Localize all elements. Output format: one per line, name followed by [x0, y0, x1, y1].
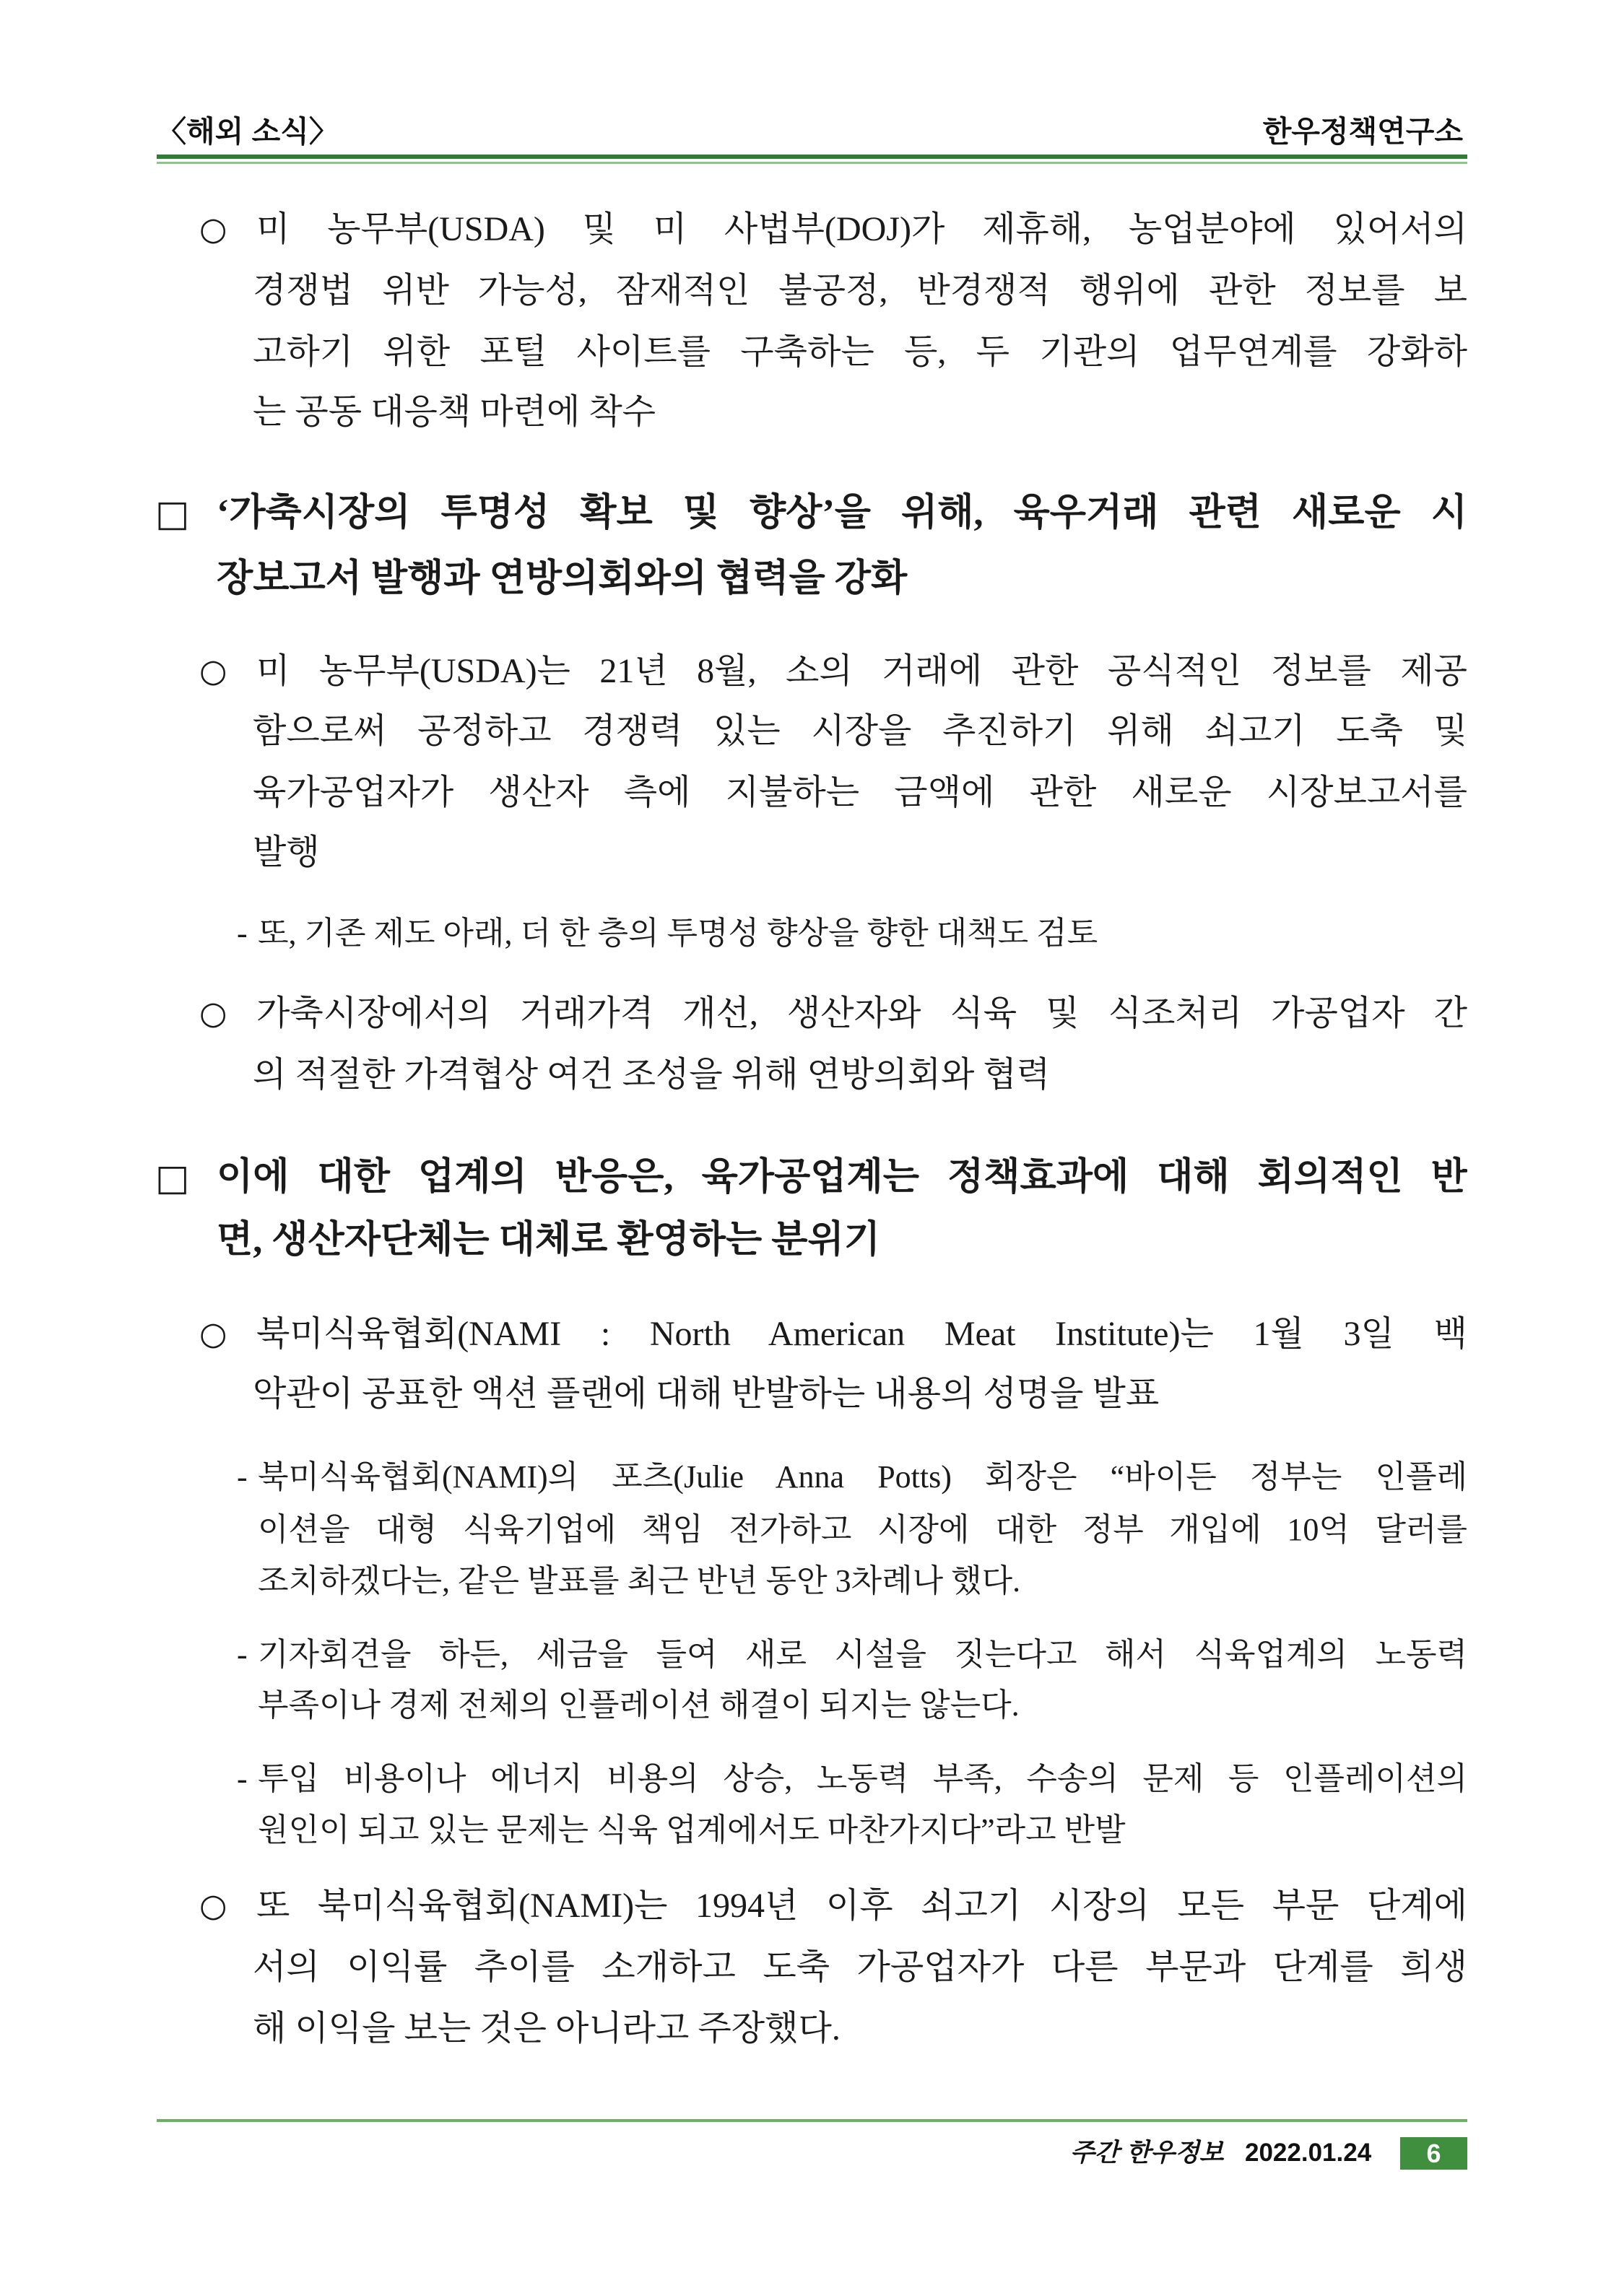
dash-bullet: - [237, 1761, 248, 1796]
circle-bullet: ○ [199, 1316, 227, 1352]
square-bullet: □ [155, 1157, 190, 1199]
circle-bullet: ○ [199, 653, 227, 690]
section-heading-line: 이에 대한 업계의 반응은, 육가공업계는 정책효과에 대해 회의적인 반 [217, 1157, 1467, 1198]
section-label: 〈해외 소식〉 [157, 115, 339, 148]
circle-bullet: ○ [199, 995, 227, 1032]
dash-bullet: - [237, 1637, 248, 1672]
header-rule-light [157, 162, 1467, 164]
square-bullet: □ [155, 492, 190, 534]
sub-item-line: 또, 기존 제도 아래, 더 한 층의 투명성 향상을 향한 대책도 검토 [258, 916, 1098, 951]
paragraph-line: 는 공동 대응책 마련에 착수 [253, 393, 656, 431]
sub-item-line: 부족이나 경제 전체의 인플레이션 해결이 되지는 않는다. [258, 1687, 1020, 1723]
paragraph-line: 가축시장에서의 거래가격 개선, 생산자와 식육 및 식조처리 가공업자 간 [256, 994, 1467, 1032]
publication-name: 주간 한우정보 [1070, 2139, 1224, 2167]
paragraph-line: 미 농무부(USDA)는 21년 8월, 소의 거래에 관한 공식적인 정보를 제공 [256, 652, 1467, 690]
organization-name: 한우정책연구소 [1262, 115, 1463, 148]
paragraph-line: 악관이 공표한 액션 플랜에 대해 반발하는 내용의 성명을 발표 [253, 1375, 1160, 1413]
sub-item-line: 기자회견을 하든, 세금을 들여 새로 시설을 짓는다고 해서 식육업계의 노동력 [258, 1637, 1467, 1672]
issue-date: 2022.01.24 [1245, 2139, 1372, 2167]
paragraph-line: 또 북미식육협회(NAMI)는 1994년 이후 쇠고기 시장의 모든 부문 단계에 [256, 1887, 1467, 1925]
circle-bullet: ○ [199, 211, 227, 248]
section-heading-line: ‘가축시장의 투명성 확보 및 향상’을 위해, 육우거래 관련 새로운 시 [217, 492, 1467, 534]
sub-item-line: 북미식육협회(NAMI)의 포츠(Julie Anna Potts) 회장은 “바이든 정부는 인플레 [258, 1459, 1467, 1495]
paragraph-line: 의 적절한 가격협상 여건 조성을 위해 연방의회와 협력 [253, 1056, 1051, 1094]
section-heading-line: 장보고서 발행과 연방의회와의 협력을 강화 [217, 558, 908, 599]
sub-item-line: 원인이 되고 있는 문제는 식육 업계에서도 마찬가지다”라고 반발 [258, 1812, 1126, 1848]
sub-item-line: 이션을 대형 식육기업에 책임 전가하고 시장에 대한 정부 개입에 10억 달러를 [258, 1512, 1467, 1547]
page-number: 6 [1400, 2137, 1467, 2170]
header-rule-dark [157, 155, 1467, 159]
paragraph-line: 해 이익을 보는 것은 아니라고 주장했다. [253, 2009, 841, 2048]
circle-bullet: ○ [199, 1887, 227, 1924]
section-heading-line: 면, 생산자단체는 대체로 환영하는 분위기 [217, 1219, 880, 1261]
paragraph-line: 북미식육협회(NAMI : North American Meat Institute)는 1월 3일 백 [256, 1315, 1467, 1353]
sub-item-line: 조치하겠다는, 같은 발표를 최근 반년 동안 3차례나 했다. [258, 1563, 1021, 1599]
paragraph-line: 미 농무부(USDA) 및 미 사법부(DOJ)가 제휴해, 농업분야에 있어서의 [256, 210, 1467, 248]
footer-rule [157, 2119, 1467, 2122]
paragraph-line: 함으로써 공정하고 경쟁력 있는 시장을 추진하기 위해 쇠고기 도축 및 [253, 712, 1467, 750]
sub-item-line: 투입 비용이나 에너지 비용의 상승, 노동력 부족, 수송의 문제 등 인플레이션의 [258, 1761, 1467, 1796]
dash-bullet: - [237, 916, 248, 951]
paragraph-line: 발행 [253, 833, 320, 871]
paragraph-line: 서의 이익률 추이를 소개하고 도축 가공업자가 다른 부문과 단계를 희생 [253, 1948, 1467, 1986]
dash-bullet: - [237, 1459, 248, 1495]
paragraph-line: 육가공업자가 생산자 측에 지불하는 금액에 관한 새로운 시장보고서를 [253, 773, 1467, 812]
paragraph-line: 고하기 위한 포털 사이트를 구축하는 등, 두 기관의 업무연계를 강화하 [253, 333, 1467, 371]
paragraph-line: 경쟁법 위반 가능성, 잠재적인 불공정, 반경쟁적 행위에 관한 정보를 보 [253, 271, 1467, 310]
